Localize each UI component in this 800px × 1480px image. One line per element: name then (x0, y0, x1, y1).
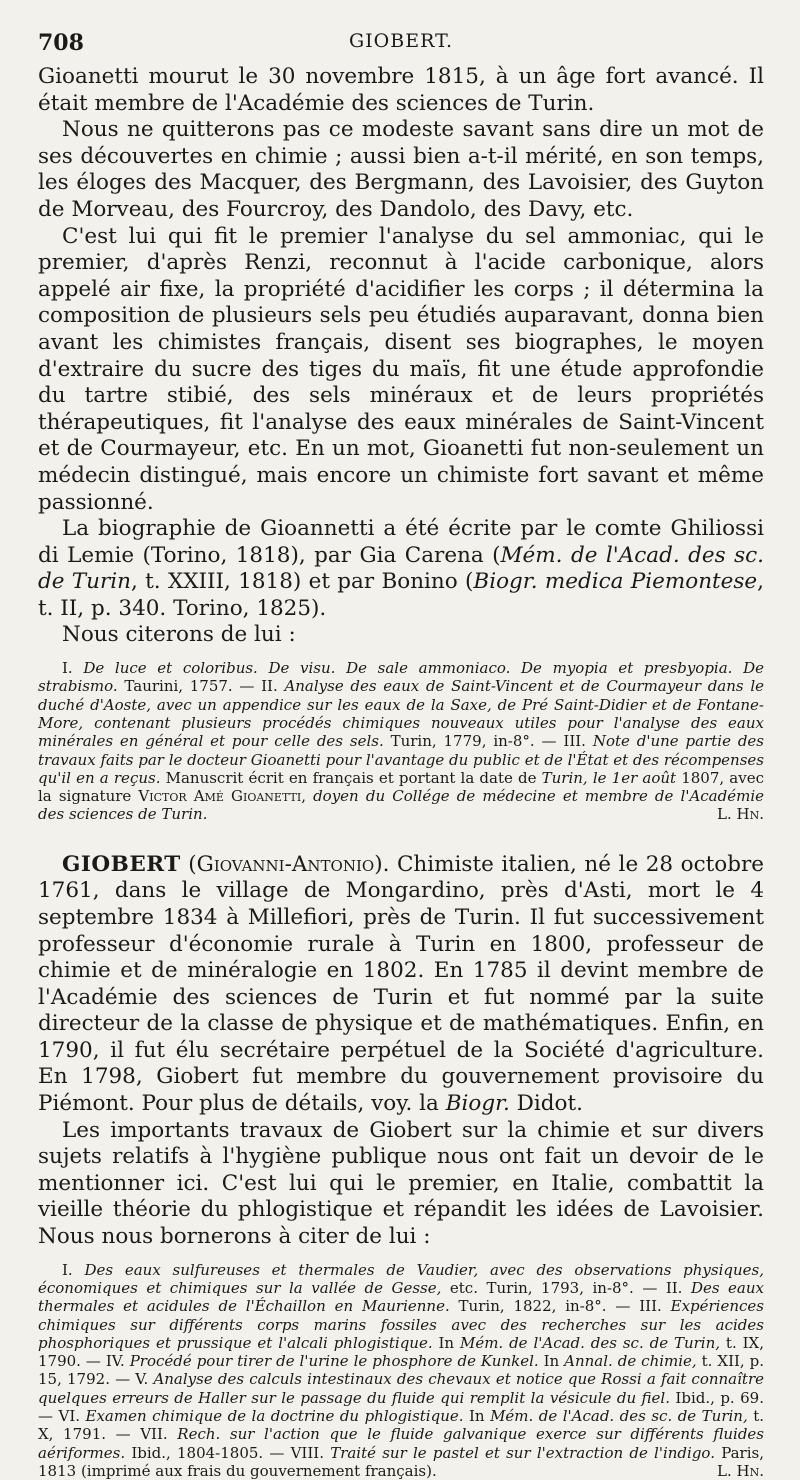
entry-intro-paragraph: GIOBERT (Giovanni-Antonio). Chimiste italien, né le 28 octobre 1761, dans le village de Mongardino, près d'Asti, mort le 4 septembre 1834 à Millefiori, près de Turin. Il fut successivement professeur d'économie rurale à Turin en 1800, professeur de chimie et de minéralogie en 1802. En 1785 il devint membre de l'Académie des sciences de Turin et fut nommé par la suite directeur de la classe de physique et de mathématiques. Enfin, en 1790, il fut élu secrétaire perpétuel de la Société d'agriculture. En 1798, Giobert fut membre du gouvernement provisoire du Piémont. Pour plus de détails, voy. la Biogr. Didot. (38, 851, 764, 1117)
bibliography-gioanetti (38, 659, 764, 824)
page-header (38, 30, 764, 64)
paragraph: Les importants travaux de Giobert sur la chimie et sur divers sujets relatifs à l'hygiène publique nous ont fait un devoir de le mentionner ici. C'est lui qui le premier, en Italie, combattit la vieille théorie du phlogistique et répandit les idées de Lavoisier. Nous nous bornerons à citer de lui : (38, 1117, 764, 1250)
bibliography-giobert (38, 1261, 764, 1480)
author-signature: L. Hn. (717, 1461, 764, 1480)
bibliography-text: I. De luce et coloribus. De visu. De sale ammoniaco. De myopia et presbyopia. De strabismo. Taurini, 1757. — II. Analyse des eaux de Saint-Vincent et de Courmayeur dans le duché d'Aoste, avec un appendice sur les eaux de la Saxe, de Pré Saint-Didier et de Fontane-More, contenant plusieurs procédés chimiques nouveaux utiles pour l'analyse des eaux minérales en général et pour celle des sels. Turin, 1779, in-8°. — III. Note d'une partie des travaux faits par le docteur Gioanetti pour l'avantage du public et de l'État et des récompenses qu'il en a reçus. Manuscrit écrit en français et portant la date de Turin, le 1er août 1807, avec la signature Victor Amé Gioanetti, doyen du Collége de médecine et membre de l'Académie des sciences de Turin. L. Hn. (38, 659, 765, 824)
giobert-entry (38, 852, 764, 1480)
headword: GIOBERT (62, 851, 181, 877)
paragraph: Nous ne quitterons pas ce modeste savant sans dire un mot de ses découvertes en chimie ; aussi bien a-t-il mérité, en son temps, les éloges des Macquer, des Bergmann, des Lavoisier, des Guyton de Morveau, des Fourcroy, des Dandolo, des Davy, etc. (38, 117, 764, 222)
running-head: GIOBERT. (349, 30, 453, 52)
bibliography-text: I. Des eaux sulfureuses et thermales de Vaudier, avec des observations physiques, économiques et chimiques sur la vallée de Gesse, etc. Turin, 1793, in-8°. — II. Des eaux thermales et acidules de l'Échaillon en Maurienne. Turin, 1822, in-8°. — III. Expériences chimiques sur différents corps marins fossiles avec des recherches sur les acides phosphoriques et prussique et l'alcali phlogistique. In Mém. de l'Acad. des sc. de Turin, t. IX, 1790. — IV. Procédé pour tirer de l'urine le phosphore de Kunkel. In Annal. de chimie, t. XII, p. 15, 1792. — V. Analyse des calculs intestinaux des chevaux et notice que Rossi a fait connaître quelques erreurs de Haller sur le passage du fluide qui remplit la vésicule du fiel. Ibid., p. 69. — VI. Examen chimique de la doctrine du phlogistique. In Mém. de l'Acad. des sc. de Turin, t. X, 1791. — VII. Rech. sur l'action que le fluide galvanique exerce sur différents fluides aériformes. Ibid., 1804-1805. — VIII. Traité sur le pastel et sur l'extraction de l'indigo. Paris, 1813 (imprimé aux frais du gouvernement français). L. Hn. (38, 1260, 765, 1480)
paragraph: Gioanetti mourut le 30 novembre 1815, à un âge fort avancé. Il était membre de l'Académie des sciences de Turin. (38, 64, 764, 116)
gioanetti-entry-continuation (38, 64, 764, 824)
paragraph: Nous citerons de lui : (62, 622, 296, 648)
biography-paragraph: La biographie de Gioannetti a été écrite par le comte Ghiliossi di Lemie (Torino, 1818), par Gia Carena (Mém. de l'Acad. des sc. de Turin, t. XXIII, 1818) et par Bonino (Biogr. medica Piemontese, t. II, p. 340. Torino, 1825). (38, 516, 765, 621)
page-number: 708 (38, 30, 84, 56)
paragraph: C'est lui qui fit le premier l'analyse du sel ammoniac, qui le premier, d'après Renzi, reconnut à l'acide carbonique, alors appelé air fixe, la propriété d'acidifier les corps ; il détermina la composition de plusieurs sels peu étudiés auparavant, donna bien avant les chimistes français, disent ses biographes, le moyen d'extraire du sucre des tiges du maïs, fit une étude approfondie du tartre stibié, des sels minéraux et de leurs propriétés thérapeutiques, fit l'analyse des eaux minérales de Saint-Vincent et de Courmayeur, etc. En un mot, Gioanetti fut non-seulement un médecin distingué, mais encore un chimiste fort savant et même passionné. (38, 223, 764, 515)
author-signature: L. Hn. (717, 805, 764, 824)
